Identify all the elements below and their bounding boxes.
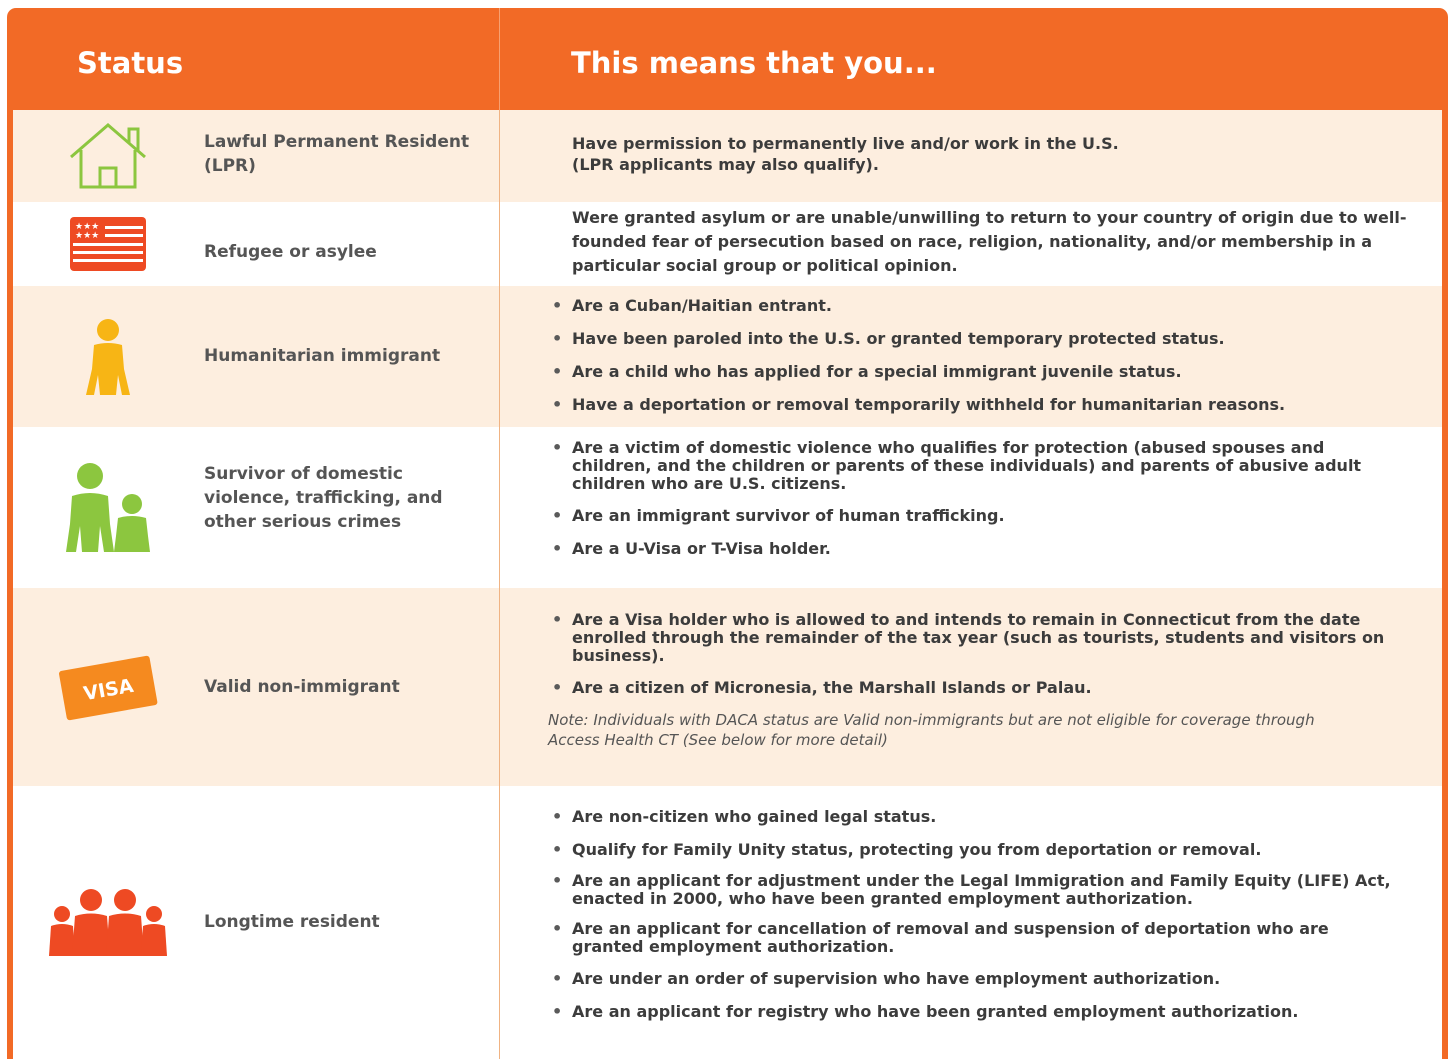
flag-icon [13,202,203,286]
person-icon [13,286,203,427]
column-divider [499,110,500,1059]
visa-card-text: VISA [81,674,136,706]
parent-child-icon [13,427,203,588]
bullet-item: • Are under an order of supervision who have employment authorization. [548,968,1398,989]
means-text [548,133,1422,175]
bullet-item: • Are a citizen of Micronesia, the Marshall Islands or Palau. [548,677,1398,698]
house-icon [13,110,203,202]
bullet-item: • Qualify for Family Unity status, protecting you from deportation or removal. [548,839,1398,860]
means-paragraph: Have permission to permanently live and/or work in the U.S. [572,134,1119,153]
means-text [548,206,1412,278]
bullet-item: • Have been paroled into the U.S. or granted temporary protected status. [548,328,1398,349]
means-bullets [548,806,1398,1022]
bullet-item: • Are a Cuban/Haitian entrant. [548,295,1398,316]
table-row-visa [13,588,1442,786]
bullet-item: • Are an applicant for registry who have been granted employment authorization. [548,1001,1398,1022]
status-label: Refugee or asylee [204,242,377,262]
table-row-longtime [13,786,1442,1059]
bullet-item: • Are a child who has applied for a special immigrant juvenile status. [548,361,1398,382]
means-bullets [548,295,1398,415]
status-label: Valid non-immigrant [204,677,400,697]
means-paragraph: Were granted asylum or are unable/unwilling to return to your country of origin due to well-founded fear of persecution based on race, religion, nationality, and/or membership in a particular social group or political opinion. [572,208,1407,275]
bullet-item: • Are non-citizen who gained legal status. [548,806,1398,827]
table-row-refugee [13,202,1442,286]
bullet-item: • Have a deportation or removal temporarily withheld for humanitarian reasons. [548,394,1398,415]
means-paragraph: (LPR applicants may also qualify). [572,155,879,174]
family-icon [13,786,203,1059]
means-bullets [548,439,1398,559]
table-row-survivor [13,427,1442,588]
means-column-heading: This means that you... [571,46,937,80]
status-column-heading: Status [77,46,184,80]
status-label: Humanitarian immigrant [204,346,441,366]
table-row-humanitarian [13,286,1442,427]
bullet-item: • Are an applicant for cancellation of removal and suspension of deportation who are granted employment authorization. [548,920,1398,956]
status-label: Survivor of domestic violence, trafficking, and other serious crimes [204,464,443,532]
table-row-lpr [13,110,1442,202]
svg-text:★★★: ★★★ [75,231,100,241]
status-label: Longtime resident [204,912,380,932]
bullet-item: • Are an immigrant survivor of human trafficking. [548,505,1398,526]
bullet-item: • Are a U-Visa or T-Visa holder. [548,538,1398,559]
status-table [13,110,1442,1059]
bullet-item: • Are an applicant for adjustment under the Legal Immigration and Family Equity (LIFE) Act, enacted in 2000, who have been granted employment authorization. [548,872,1398,908]
status-label: Lawful Permanent Resident (LPR) [204,132,470,176]
means-bullets [548,611,1398,750]
svg-text:★★★: ★★★ [75,222,100,232]
bullet-item: • Are a Visa holder who is allowed to and intends to remain in Connecticut from the date enrolled through the remainder of the tax year (such as tourists, students and visitors on business). [548,611,1398,665]
header-divider [499,8,500,110]
visa-card-icon [13,588,203,786]
note-text: Note: Individuals with DACA status are Valid non-immigrants but are not eligible for coverage through Access Health CT (See below for more detail) [548,711,1315,749]
bullet-item: • Are a victim of domestic violence who qualifies for protection (abused spouses and children, and the children or parents of these individuals) and parents of abusive adult children who are U.S. citizens. [548,439,1398,493]
table-header [7,8,1448,110]
